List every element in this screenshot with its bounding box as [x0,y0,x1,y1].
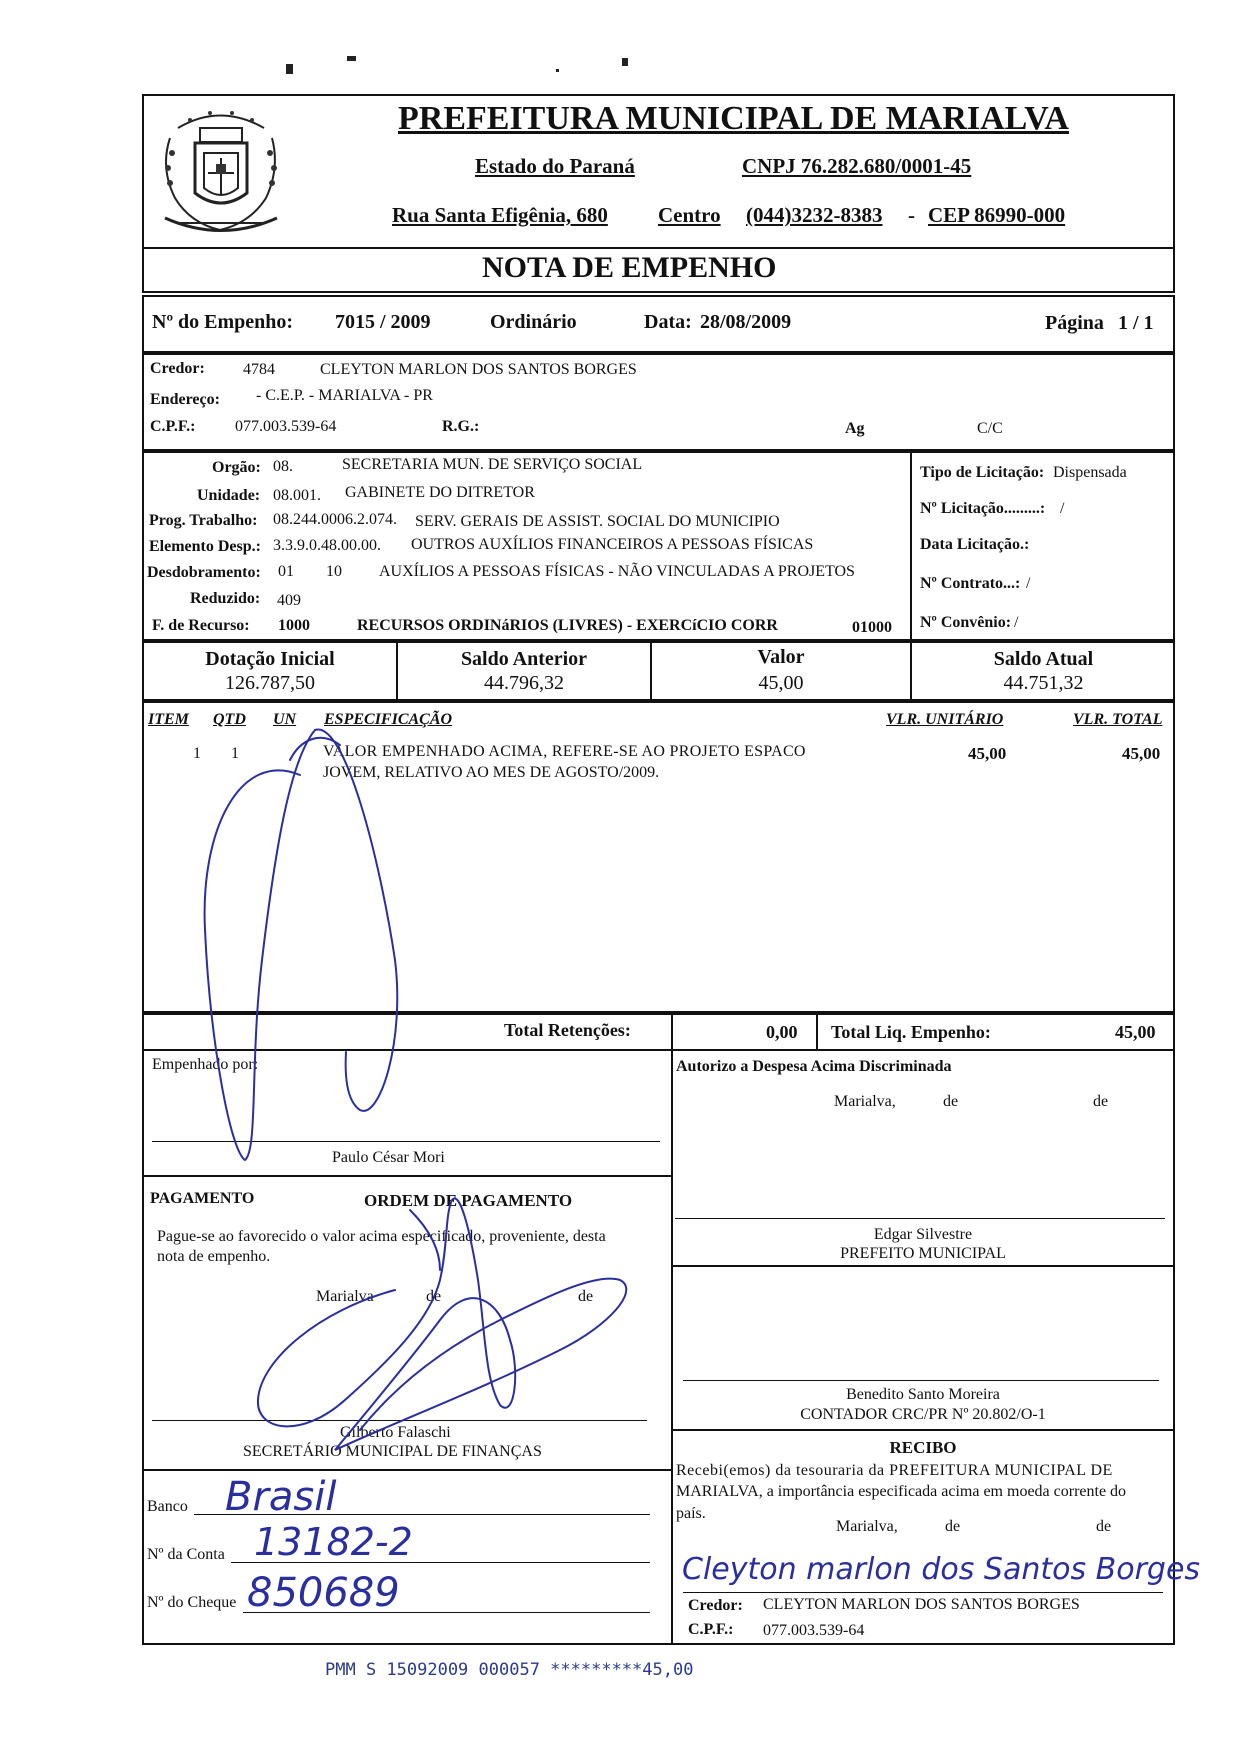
recibo-text-line2: MARIALVA, a importância especificada acima em moeda corrente do [676,1483,1127,1500]
autorizo-signature-line [675,1218,1165,1219]
recurso-code2: 01000 [852,619,892,636]
tipo-licitacao-value: Dispensada [1053,464,1127,481]
prefeito-name: Edgar Silvestre [873,1226,973,1243]
unidade-label: Unidade: [197,487,261,504]
reduzido-value: 409 [277,592,301,609]
pagamento-signature-line [152,1420,647,1421]
phone-label: (044)3232-8383 [746,203,883,227]
saldo-atual-value: 44.751,32 [1003,672,1084,694]
totals-divider [671,1013,673,1051]
recibo-de2: de [1096,1518,1112,1535]
cnpj-label: CNPJ 76.282.680/0001-45 [742,154,972,178]
scan-speck [556,69,559,72]
recibo-cpf-value: 077.003.539-64 [763,1622,865,1639]
elemento-value: OUTROS AUXÍLIOS FINANCEIROS A PESSOAS FÍSICAS [411,536,814,553]
cep-label: CEP 86990-000 [928,203,1066,227]
banco-label: Banco [147,1498,188,1515]
recibo-text-line3: país. [676,1505,706,1522]
pagamento-text-line1: Pague-se ao favorecido o valor acima especificado, proveniente, desta [157,1228,606,1245]
items-header-vlr-total: VLR. TOTAL [1073,711,1163,728]
scan-speck [286,64,293,74]
pagamento-label: PAGAMENTO [150,1190,255,1207]
convenio-label: Nº Convênio: [920,614,1012,631]
total-retencoes-label: Total Retenções: [504,1020,631,1040]
recibo-title: RECIBO [889,1438,957,1457]
items-header-item: ITEM [148,711,189,728]
elemento-label: Elemento Desp.: [149,538,261,555]
pagamento-de1: de [426,1288,442,1305]
recibo-credor-label: Credor: [688,1597,743,1614]
centro-label: Centro [658,203,721,227]
rg-label: R.G.: [442,418,480,435]
items-header-qtd: QTD [213,711,246,728]
recibo-cpf-label: C.P.F.: [688,1621,734,1638]
scan-speck [347,56,356,61]
authentication-stamp: PMM S 15092009 000057 *********45,00 [325,1660,694,1680]
desdobramento-label: Desdobramento: [147,564,261,581]
recibo-text-line1: Recebi(emos) da tesouraria da PREFEITURA MUNICIPAL DE [676,1462,1113,1479]
cpf-label: C.P.F.: [150,418,196,435]
contrato-value: / [1026,575,1031,592]
cc-label: C/C [977,420,1003,437]
unidade-value: GABINETE DO DITRETOR [345,484,535,501]
item-description-line2: JOVEM, RELATIVO AO MES DE AGOSTO/2009. [323,764,660,781]
state-label: Estado do Paraná [475,154,635,178]
recibo-handwritten-signature: Cleyton marlon dos Santos Borges [682,1552,1201,1587]
conta-label: Nº da Conta [147,1546,225,1563]
empenho-date: 28/08/2009 [700,311,792,333]
credor-name: CLEYTON MARLON DOS SANTOS BORGES [320,361,637,378]
pagamento-de2: de [578,1288,594,1305]
address-label: Rua Santa Efigênia, 680 [392,203,608,227]
cheque-handwritten: 850689 [247,1570,400,1616]
items-header-especificacao: ESPECIFICAÇÃO [324,711,453,728]
item-vlr-unitario: 45,00 [968,744,1007,763]
credor-code: 4784 [243,361,275,378]
cpf-value: 077.003.539-64 [235,418,337,435]
pagamento-city: Marialva [316,1288,374,1305]
saldo-atual-label: Saldo Atual [993,648,1094,670]
recibo-de1: de [945,1518,961,1535]
empenho-type: Ordinário [490,311,577,333]
total-liquido-label: Total Liq. Empenho: [831,1022,991,1042]
saldo-anterior-label: Saldo Anterior [460,648,588,670]
desdobramento-code1: 01 [278,563,294,580]
prog-label: Prog. Trabalho: [149,512,258,529]
numero-licitacao-label: Nº Licitação.........: [920,500,1046,517]
pagamento-text-line2: nota de empenho. [157,1248,271,1265]
scan-speck [622,58,628,66]
item-number: 1 [193,745,201,762]
tipo-licitacao-label: Tipo de Licitação: [920,464,1045,481]
totals-row [142,1013,1175,1051]
desdobramento-code2: 10 [326,563,342,580]
pagamento-signer-role: SECRETÁRIO MUNICIPAL DE FINANÇAS [243,1443,542,1460]
empenho-number: 7015 / 2009 [335,311,431,333]
recibo-city: Marialva, [836,1518,898,1535]
separator-dash: - [908,203,915,227]
document-title: NOTA DE EMPENHO [482,251,777,284]
dotacao-divider [910,451,912,641]
autorizo-label: Autorizo a Despesa Acima Discriminada [676,1058,952,1075]
orgao-code: 08. [273,458,293,475]
totals-divider [816,1013,818,1051]
empenhado-signature-line [152,1141,660,1142]
total-liquido-value: 45,00 [1115,1022,1156,1042]
valor-value: 45,00 [758,672,804,694]
recurso-value: RECURSOS ORDINáRIOS (LIVRES) - EXERCíCIO CORR [357,617,778,634]
contador-signature-line [683,1380,1159,1381]
recibo-signature-line [683,1592,1163,1593]
dotacao-inicial-label: Dotação Inicial [205,648,335,670]
contrato-label: Nº Contrato...: [920,575,1021,592]
empenhado-label: Empenhado por: [152,1056,259,1073]
contador-name: Benedito Santo Moreira [846,1386,1000,1403]
item-qtd: 1 [231,745,239,762]
empenhado-name: Paulo César Mori [332,1149,445,1166]
credor-label: Credor: [150,360,205,377]
pagamento-signer-name: Gilberto Falaschi [340,1424,451,1441]
empenho-number-label: Nº do Empenho: [152,311,294,333]
page-number: 1 / 1 [1118,312,1154,334]
items-header-un: UN [273,711,297,728]
reduzido-label: Reduzido: [190,590,261,607]
contador-role: CONTADOR CRC/PR Nº 20.802/O-1 [800,1406,1046,1423]
page-label: Página [1045,312,1104,334]
endereco-value: - C.E.P. - MARIALVA - PR [256,387,433,404]
empenho-date-label: Data: [644,311,692,333]
item-vlr-total: 45,00 [1122,744,1161,763]
endereco-label: Endereço: [150,391,220,408]
data-licitacao-label: Data Licitação.: [920,536,1030,553]
autorizo-de1: de [943,1093,959,1110]
orgao-label: Orgão: [212,459,261,476]
dotacao-inicial-value: 126.787,50 [225,672,315,694]
saldo-anterior-value: 44.796,32 [484,672,564,694]
desdobramento-value: AUXÍLIOS A PESSOAS FÍSICAS - NÃO VINCULADAS A PROJETOS [379,563,855,580]
conta-handwritten: 13182-2 [254,1520,413,1564]
cheque-label: Nº do Cheque [147,1594,237,1611]
recibo-credor-name: CLEYTON MARLON DOS SANTOS BORGES [763,1596,1080,1613]
orgao-value: SECRETARIA MUN. DE SERVIÇO SOCIAL [342,456,643,473]
ordem-pagamento-title: ORDEM DE PAGAMENTO [364,1191,573,1210]
autorizo-de2: de [1093,1093,1109,1110]
numero-licitacao-value: / [1060,500,1065,517]
recurso-code: 1000 [278,617,310,634]
valor-label: Valor [757,646,805,668]
elemento-code: 3.3.9.0.48.00.00. [273,537,381,554]
recurso-label: F. de Recurso: [152,617,250,634]
prog-value: SERV. GERAIS DE ASSIST. SOCIAL DO MUNICIPIO [415,513,780,530]
total-retencoes-value: 0,00 [766,1022,798,1042]
items-header-vlr-unitario: VLR. UNITÁRIO [886,711,1004,728]
coat-of-arms-logo [150,98,292,240]
prefeito-role: PREFEITO MUNICIPAL [840,1245,1006,1262]
autorizo-city: Marialva, [834,1093,896,1110]
municipality-title: PREFEITURA MUNICIPAL DE MARIALVA [398,100,1069,137]
ag-label: Ag [845,420,865,437]
banco-handwritten: Brasil [225,1474,337,1520]
prog-code: 08.244.0006.2.074. [273,511,397,528]
item-description-line1: VALOR EMPENHADO ACIMA, REFERE-SE AO PROJETO ESPACO [323,743,806,760]
unidade-code: 08.001. [273,487,321,504]
convenio-value: / [1014,614,1019,631]
